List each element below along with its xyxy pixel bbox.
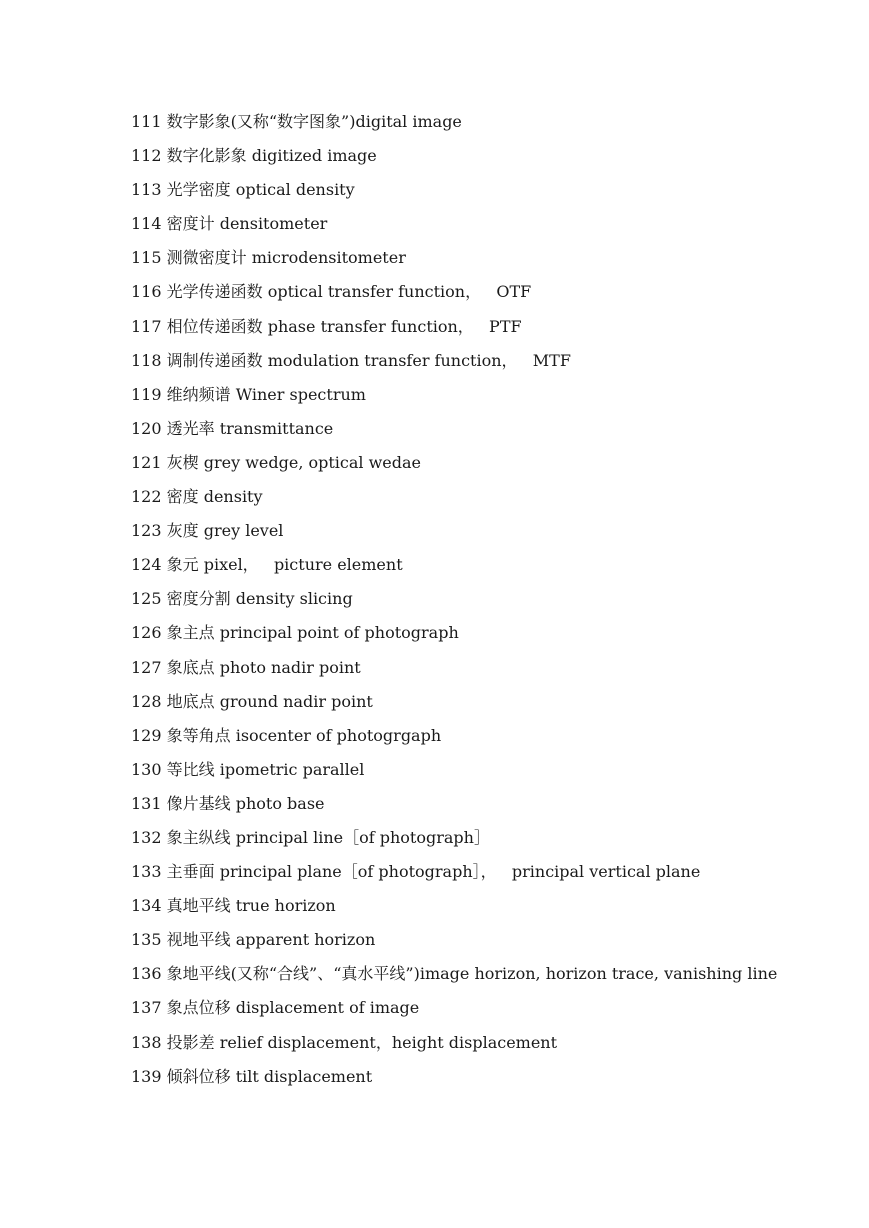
term-text: 116 光学传递函数 optical transfer function， OTF	[131, 282, 532, 302]
term-entry	[131, 688, 851, 722]
term-text: 135 视地平线 apparent horizon	[131, 930, 376, 950]
term-text: 137 象点位移 displacement of image	[131, 998, 420, 1018]
term-text: 123 灰度 grey level	[131, 521, 284, 541]
term-entry	[131, 858, 851, 892]
term-entry	[131, 142, 851, 176]
term-text: 126 象主点 principal point of photograph	[131, 623, 459, 643]
term-entry	[131, 244, 851, 278]
term-entry	[131, 347, 851, 381]
term-entry	[131, 585, 851, 619]
term-text: 118 调制传递函数 modulation transfer function， MTF	[131, 350, 571, 370]
term-text: 129 象等角点 isocenter of photogrgaph	[131, 725, 442, 745]
term-entry	[131, 926, 851, 960]
term-entry	[131, 1063, 851, 1097]
term-text: 139 倾斜位移 tilt displacement	[131, 1066, 373, 1086]
term-entry	[131, 278, 851, 312]
term-entry	[131, 619, 851, 653]
term-entry	[131, 654, 851, 688]
term-text: 131 像片基线 photo base	[131, 793, 325, 813]
term-entry	[131, 994, 851, 1028]
term-list	[131, 108, 851, 1097]
term-text: 121 灰楔 grey wedge, optical wedae	[131, 452, 422, 472]
term-text: 115 测微密度计 microdensitometer	[131, 248, 406, 268]
term-entry	[131, 210, 851, 244]
term-text: 127 象底点 photo nadir point	[131, 657, 361, 677]
term-text: 128 地底点 ground nadir point	[131, 691, 373, 711]
term-entry	[131, 892, 851, 926]
term-entry	[131, 415, 851, 449]
term-entry	[131, 722, 851, 756]
term-text: 111 数字影象(又称“数字图象”)digital image	[131, 112, 462, 131]
term-entry	[131, 381, 851, 415]
term-text: 133 主垂面 principal plane［of photograph］， principal vertical plane	[131, 862, 701, 882]
term-text: 122 密度 density	[131, 487, 263, 507]
term-text: 120 透光率 transmittance	[131, 418, 334, 438]
term-text: 132 象主纵线 principal line［of photograph］	[131, 827, 490, 847]
term-entry	[131, 449, 851, 483]
term-entry	[131, 176, 851, 210]
term-entry	[131, 551, 851, 585]
term-entry	[131, 313, 851, 347]
term-text: 138 投影差 relief displacement，height displacement	[131, 1032, 558, 1052]
term-entry	[131, 1029, 851, 1063]
term-text: 124 象元 pixel， picture element	[131, 555, 403, 575]
term-text: 130 等比线 ipometric parallel	[131, 759, 365, 779]
term-text: 136 象地平线(又称“合线”、“真水平线”)image horizon, horizon trace, vanishing line	[131, 964, 778, 984]
term-text: 112 数字化影象 digitized image	[131, 146, 377, 166]
term-entry	[131, 960, 851, 994]
term-text: 117 相位传递函数 phase transfer function， PTF	[131, 316, 522, 336]
term-entry	[131, 790, 851, 824]
term-entry	[131, 108, 851, 142]
term-text: 114 密度计 densitometer	[131, 214, 328, 234]
term-entry	[131, 483, 851, 517]
term-entry	[131, 517, 851, 551]
term-entry	[131, 824, 851, 858]
term-entry	[131, 756, 851, 790]
term-text: 125 密度分割 density slicing	[131, 589, 353, 609]
term-text: 113 光学密度 optical density	[131, 180, 355, 200]
term-text: 134 真地平线 true horizon	[131, 896, 336, 916]
term-text: 119 维纳频谱 Winer spectrum	[131, 384, 366, 404]
